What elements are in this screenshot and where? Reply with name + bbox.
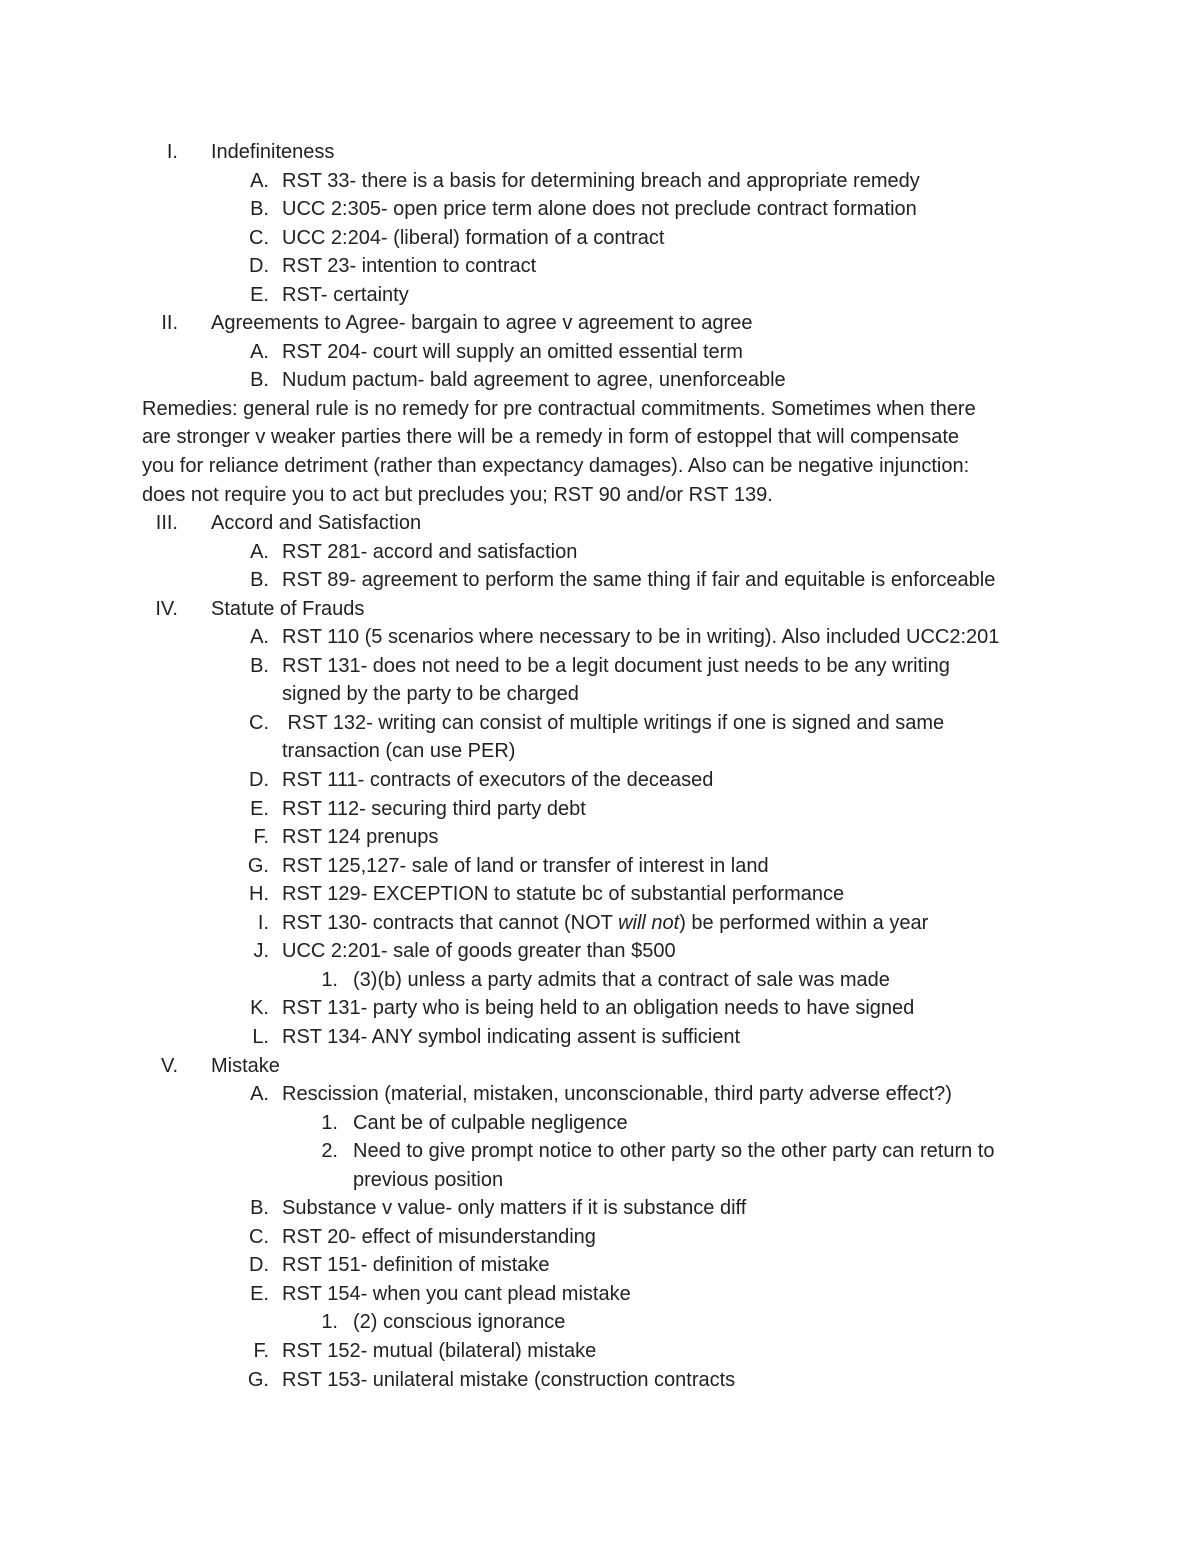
paragraph-line [0,395,1200,424]
list-item-text: previous position [353,1168,504,1191]
list-item [0,709,1200,738]
paragraph-line [0,423,1200,452]
list-marker: B. [250,1197,269,1220]
heading-text: Agreements to Agree- bargain to agree v agreement to agree [211,312,753,335]
list-item [0,538,1200,567]
list-marker: G. [247,854,269,877]
list-marker: III. [155,512,178,535]
list-item-continuation [0,737,1200,766]
list-item [0,167,1200,196]
list-item [0,566,1200,595]
text-segment: ) be performed within a year [679,911,929,934]
list-item-text: signed by the party to be charged [282,683,579,706]
list-marker: L. [252,1025,269,1048]
list-marker: A. [250,626,269,649]
list-item-text: RST 131- does not need to be a legit document just needs to be any writing [282,654,950,677]
list-marker: D. [249,255,269,278]
list-item [0,937,1200,966]
list-marker: K. [250,997,269,1020]
list-item [0,366,1200,395]
list-item [0,1223,1200,1252]
list-marker: A. [250,540,269,563]
list-item-text: RST- certainty [282,283,409,306]
list-item-text: UCC 2:204- (liberal) formation of a contract [282,226,665,249]
list-item-text: RST 129- EXCEPTION to statute bc of substantial performance [282,883,845,906]
list-marker: B. [250,198,269,221]
list-marker: V. [160,1054,178,1077]
document-page [0,138,1200,1394]
list-marker: D. [249,1254,269,1277]
list-item-text: RST 151- definition of mistake [282,1254,550,1277]
heading-text: Indefiniteness [211,141,335,163]
sub-list-item [0,966,1200,995]
list-item-text: Need to give prompt notice to other party so the other party can return to [353,1140,995,1163]
outline-heading [0,509,1200,538]
list-item-text: RST 111- contracts of executors of the deceased [282,769,714,792]
text-segment: RST 130- contracts that cannot (NOT [282,911,619,934]
list-item [0,909,1200,938]
list-marker: F. [253,826,269,849]
list-marker: A. [250,340,269,363]
list-item [0,652,1200,681]
list-item-text: RST 89- agreement to perform the same thing if fair and equitable is enforceable [282,569,996,592]
list-item-text: RST 23- intention to contract [282,255,537,278]
list-item [0,338,1200,367]
sub-list-item [0,1137,1200,1166]
list-item-text: (3)(b) unless a party admits that a contract of sale was made [353,968,890,991]
heading-text: Mistake [211,1054,280,1077]
list-marker: D. [249,769,269,792]
outline-heading [0,595,1200,624]
heading-text: Accord and Satisfaction [211,512,422,535]
list-marker: 1. [321,1311,338,1334]
list-item-text: RST 281- accord and satisfaction [282,540,578,563]
list-item-text: UCC 2:201- sale of goods greater than $500 [282,940,676,963]
paragraph-line [0,452,1200,481]
paragraph-text: are stronger v weaker parties there will be a remedy in form of estoppel that will compensate [142,426,960,449]
list-item-text: Rescission (material, mistaken, unconscionable, third party adverse effect?) [282,1083,952,1106]
list-item-text: Nudum pactum- bald agreement to agree, unenforceable [282,369,786,392]
list-item [0,281,1200,310]
list-item-text: RST 112- securing third party debt [282,797,586,820]
list-marker: B. [250,569,269,592]
list-item [0,823,1200,852]
list-marker: IV. [155,597,178,620]
list-marker: A. [250,1083,269,1106]
outline-heading [0,309,1200,338]
sub-list-item-continuation [0,1166,1200,1195]
list-item [0,994,1200,1023]
list-item-text: RST 131- party who is being held to an obligation needs to have signed [282,997,915,1020]
list-marker: E. [250,797,269,820]
list-marker: C. [249,1225,269,1248]
list-item [0,1337,1200,1366]
list-marker: G. [247,1368,269,1391]
list-item-text: RST 204- court will supply an omitted essential term [282,340,743,363]
list-item-text: transaction (can use PER) [282,740,516,763]
list-item-text [282,909,928,938]
list-item-text: RST 132- writing can consist of multiple writings if one is signed and same [282,711,945,734]
list-item [0,852,1200,881]
list-marker: E. [250,1282,269,1305]
list-item [0,623,1200,652]
list-item [0,1080,1200,1109]
list-item-text: (2) conscious ignorance [353,1311,566,1334]
italic-text: will not [618,911,680,934]
list-item-text: RST 154- when you cant plead mistake [282,1282,631,1305]
list-marker: E. [250,283,269,306]
list-marker: I. [166,141,178,163]
sub-list-item [0,1109,1200,1138]
list-item [0,1366,1200,1395]
list-item-text: Cant be of culpable negligence [353,1111,628,1134]
list-item-text: Substance v value- only matters if it is substance diff [282,1197,747,1220]
list-marker: B. [250,654,269,677]
heading-text: Statute of Frauds [211,597,365,620]
list-item [0,880,1200,909]
outline-heading [0,1052,1200,1081]
list-item-text: RST 110 (5 scenarios where necessary to be in writing). Also included UCC2:201 [282,626,1000,649]
sub-list-item [0,1308,1200,1337]
list-item-text: RST 152- mutual (bilateral) mistake [282,1339,597,1362]
list-item [0,766,1200,795]
list-marker: C. [249,226,269,249]
list-item [0,1194,1200,1223]
list-marker: C. [249,711,269,734]
list-item-text: RST 153- unilateral mistake (construction contracts [282,1368,736,1391]
list-item [0,795,1200,824]
list-item-text: UCC 2:305- open price term alone does not preclude contract formation [282,198,917,221]
paragraph-text: Remedies: general rule is no remedy for pre contractual commitments. Sometimes when there [142,397,976,420]
list-item-text: RST 134- ANY symbol indicating assent is sufficient [282,1025,741,1048]
outline-heading [0,138,1200,167]
list-item [0,195,1200,224]
list-item [0,252,1200,281]
list-item-text: RST 33- there is a basis for determining breach and appropriate remedy [282,169,920,192]
list-marker: J. [253,940,269,963]
list-item [0,1280,1200,1309]
list-item-text: RST 125,127- sale of land or transfer of interest in land [282,854,769,877]
list-item-continuation [0,680,1200,709]
paragraph-text: you for reliance detriment (rather than expectancy damages). Also can be negative injunction: [142,455,970,478]
list-item [0,224,1200,253]
list-marker: A. [250,169,269,192]
list-marker: B. [250,369,269,392]
list-marker: F. [253,1339,269,1362]
list-item-text: RST 124 prenups [282,826,439,849]
list-marker: 2. [321,1140,338,1163]
list-item [0,1023,1200,1052]
list-marker: II. [161,312,178,335]
list-item [0,1251,1200,1280]
list-marker: I. [257,911,269,934]
list-marker: H. [249,883,269,906]
paragraph-line [0,481,1200,510]
list-marker: 1. [321,968,338,991]
list-marker: 1. [321,1111,338,1134]
list-item-text: RST 20- effect of misunderstanding [282,1225,596,1248]
paragraph-text: does not require you to act but precludes you; RST 90 and/or RST 139. [142,483,773,506]
